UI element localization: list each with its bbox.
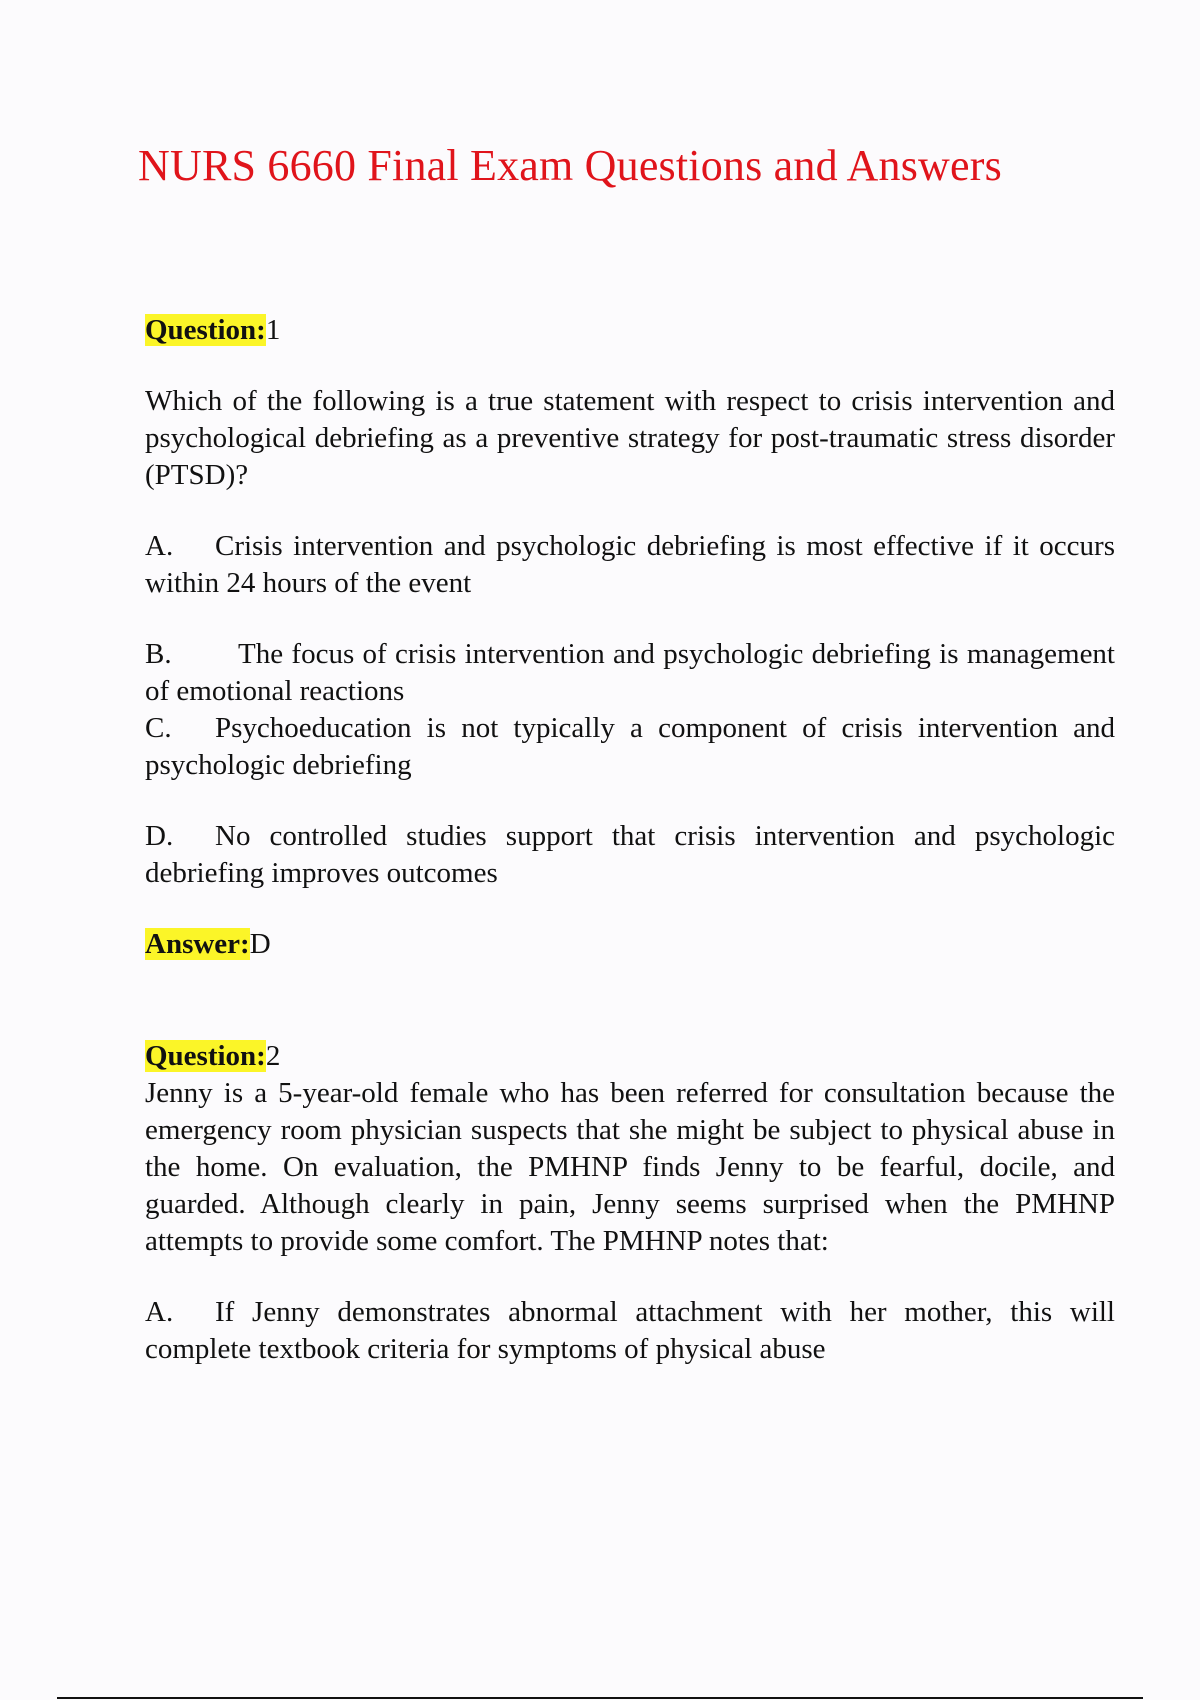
option-text: No controlled studies support that crisis intervention and psychologic debriefing improves outcomes xyxy=(145,820,1115,889)
question-label: Question: xyxy=(145,314,266,346)
answer-option-c xyxy=(145,710,1115,784)
question-block-2 xyxy=(145,1038,1115,1368)
option-text: Crisis intervention and psychologic debriefing is most effective if it occurs within 24 hours of the event xyxy=(145,530,1115,599)
option-letter: A. xyxy=(145,1296,174,1328)
option-letter: C. xyxy=(145,712,172,744)
question-heading xyxy=(145,312,1115,349)
question-number: 1 xyxy=(265,314,281,346)
option-text: The focus of crisis intervention and psychologic debriefing is management of emotional reactions xyxy=(145,638,1115,707)
document-title: NURS 6660 Final Exam Questions and Answers xyxy=(138,141,1002,190)
question-stem: Which of the following is a true statement with respect to crisis intervention and psychological debriefing as a preventive strategy for post-traumatic stress disorder (PTSD)? xyxy=(145,385,1115,491)
question-stem: Jenny is a 5-year-old female who has been referred for consultation because the emergency room physician suspects that she might be subject to physical abuse in the home. On evaluation, the PMHNP finds Jenny to be fearful, docile, and guarded. Although clearly in pain, Jenny seems surprised when the PMHNP attempts to provide some comfort. The PMHNP notes that: xyxy=(145,1077,1115,1257)
document-body xyxy=(145,312,1115,1368)
answer-line xyxy=(145,926,1115,963)
question-block-1 xyxy=(145,312,1115,963)
answer-option-b xyxy=(145,636,1115,710)
option-letter: B. xyxy=(145,638,172,670)
question-label: Question: xyxy=(145,1040,266,1072)
option-text: If Jenny demonstrates abnormal attachment with her mother, this will complete textbook criteria for symptoms of physical abuse xyxy=(145,1296,1115,1365)
question-heading xyxy=(145,1038,1115,1075)
option-text: Psychoeducation is not typically a component of crisis intervention and psychologic debriefing xyxy=(145,712,1115,781)
answer-value: D xyxy=(249,928,271,960)
footer-divider xyxy=(57,1697,1143,1699)
option-letter: A. xyxy=(145,530,174,562)
answer-option-d xyxy=(145,818,1115,892)
answer-label: Answer: xyxy=(145,928,250,960)
question-number: 2 xyxy=(265,1040,281,1072)
answer-option-a xyxy=(145,528,1115,602)
answer-option-a xyxy=(145,1294,1115,1368)
option-letter: D. xyxy=(145,820,174,852)
